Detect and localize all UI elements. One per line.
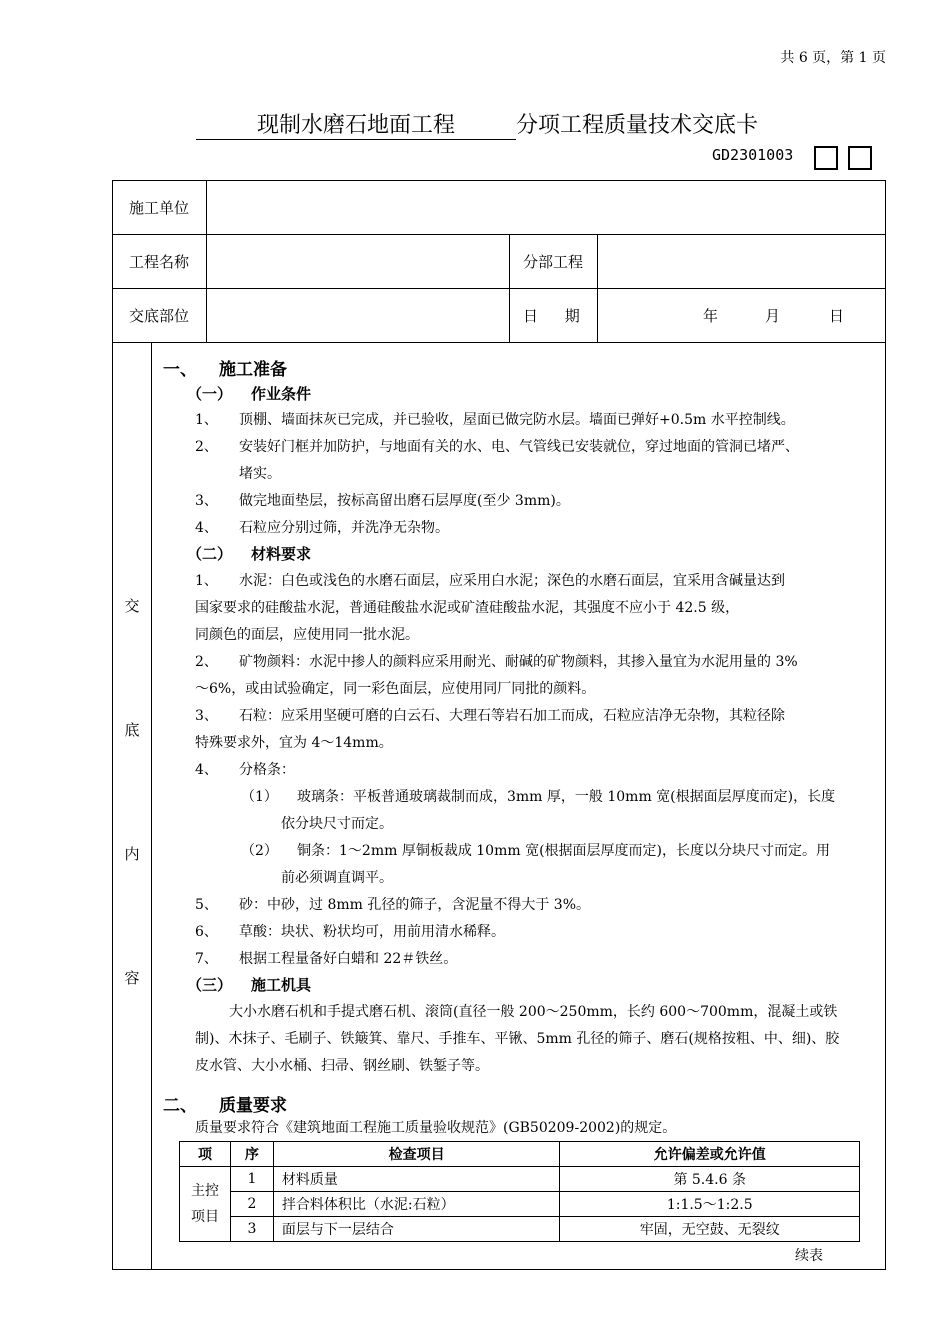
item-number: 2、 — [195, 439, 218, 455]
item-number: 3、 — [195, 708, 218, 724]
sub-project-field[interactable] — [603, 237, 881, 285]
paragraph-text: 大小水磨石机和手提式磨石机、滚筒(直径一般 200～250mm，长约 600～700mm，混凝土或铁 — [229, 1004, 838, 1020]
item-text: 顶棚、墙面抹灰已完成，并已验收，屋面已做完防水层。墙面已弹好+0.5m 水平控制线。 — [239, 412, 795, 428]
side-label-char: 交 — [124, 597, 140, 615]
item-number: 4、 — [195, 520, 218, 536]
col-header: 检查项目 — [273, 1142, 560, 1167]
item-number: 1、 — [195, 573, 218, 589]
allowed-value: 第 5.4.6 条 — [560, 1167, 860, 1192]
row-divider — [113, 342, 885, 343]
col-divider — [509, 234, 510, 342]
item-number: 6、 — [195, 924, 218, 940]
item-text: 做完地面垫层，按标高留出磨石层厚度(至少 3mm)。 — [239, 493, 570, 509]
item-text: 分格条： — [239, 762, 295, 778]
section-title: 质量要求 — [219, 1096, 287, 1116]
subitem-text: 依分块尺寸而定。 — [281, 816, 393, 832]
paragraph-text: 皮水管、大小水桶、扫帚、钢丝刷、铁錾子等。 — [195, 1058, 489, 1074]
side-label-char: 底 — [124, 721, 140, 739]
section-number: 二、 — [163, 1096, 197, 1116]
date-day[interactable]: 日 — [829, 307, 845, 325]
checkbox-1[interactable] — [814, 146, 838, 170]
item-number: 2、 — [195, 654, 218, 670]
item-number: 4、 — [195, 762, 218, 778]
date-label: 日 期 — [523, 307, 580, 325]
side-label-char: 内 — [124, 845, 140, 863]
section-number: 一、 — [163, 360, 197, 380]
check-item: 材料质量 — [273, 1167, 560, 1192]
row-number: 1 — [230, 1167, 273, 1192]
col-header: 序 — [230, 1142, 273, 1167]
subitem-text: 玻璃条：平板普通玻璃裁制而成，3mm 厚，一般 10mm 宽(根据面层厚度而定)，长度 — [297, 789, 836, 805]
side-divider — [151, 342, 152, 1269]
subitem-number: （1） — [241, 789, 278, 805]
row-divider — [113, 234, 885, 235]
title-suffix: 分项工程质量技术交底卡 — [516, 113, 759, 138]
table-header-row — [180, 1142, 860, 1167]
item-number: 5、 — [195, 897, 218, 913]
section-title: 施工准备 — [219, 360, 287, 380]
checkbox-2[interactable] — [848, 146, 872, 170]
subitem-number: （2） — [241, 843, 278, 859]
row-number: 3 — [230, 1217, 273, 1242]
subsection-title: 施工机具 — [251, 976, 312, 994]
item-text: 同颜色的面层，应使用同一批水泥。 — [195, 627, 419, 643]
check-item: 拌合料体积比（水泥:石粒） — [273, 1192, 560, 1217]
unit-field[interactable] — [213, 183, 881, 231]
item-text: 石粒应分别过筛，并洗净无杂物。 — [239, 520, 449, 536]
project-name-field[interactable] — [213, 237, 505, 285]
subitem-text: 铜条：1～2mm 厚铜板裁成 10mm 宽(根据面层厚度而定)，长度以分块尺寸而定。用 — [297, 843, 831, 859]
item-text: 堵实。 — [239, 466, 281, 482]
item-text: 根据工程量备好白蜡和 22＃铁丝。 — [239, 951, 458, 967]
title-project: 现制水磨石地面工程 — [196, 108, 516, 140]
subsection-number: （三） — [187, 976, 233, 994]
allowed-value: 1:1.5～1:2.5 — [560, 1192, 860, 1217]
item-text: 石粒：应采用坚硬可磨的白云石、大理石等岩石加工而成，石粒应洁净无杂物，其粒径除 — [239, 708, 785, 724]
item-text: 国家要求的硅酸盐水泥，普通硅酸盐水泥或矿渣硅酸盐水泥，其强度不应小于 42.5 级， — [195, 600, 740, 616]
row-divider — [113, 288, 885, 289]
sub-project-label: 分部工程 — [523, 253, 584, 271]
location-field[interactable] — [213, 291, 505, 339]
paragraph-text: 制)、木抹子、毛刷子、铁簸箕、靠尺、手推车、平锹、5mm 孔径的筛子、磨石(规格按粗、中、细)、胶 — [195, 1031, 840, 1047]
item-text: 草酸：块状、粉状均可，用前用清水稀释。 — [239, 924, 505, 940]
col-divider — [597, 234, 598, 342]
subsection-number: （二） — [187, 545, 233, 563]
date-year[interactable]: 年 — [703, 307, 719, 325]
check-item: 面层与下一层结合 — [273, 1217, 560, 1242]
allowed-value: 牢固，无空鼓、无裂纹 — [560, 1217, 860, 1242]
col-header: 允许偏差或允许值 — [560, 1142, 860, 1167]
item-text: ～6%，或由试验确定，同一彩色面层，应使用同厂同批的颜料。 — [195, 681, 596, 697]
item-text: 特殊要求外，宜为 4～14mm。 — [195, 735, 393, 751]
document-code: GD2301003 — [712, 146, 794, 164]
subitem-text: 前必须调直调平。 — [281, 870, 393, 886]
location-label: 交底部位 — [129, 307, 190, 325]
table-row — [180, 1167, 860, 1192]
continued-note: 续表 — [795, 1248, 823, 1264]
subsection-title: 作业条件 — [251, 385, 312, 403]
table-row — [180, 1192, 860, 1217]
table-row — [180, 1217, 860, 1242]
form-frame — [112, 180, 886, 1270]
side-label-char: 容 — [124, 969, 140, 987]
col-divider — [206, 181, 207, 342]
paragraph-text: 质量要求符合《建筑地面工程施工质量验收规范》(GB50209-2002)的规定。 — [195, 1120, 677, 1136]
row-number: 2 — [230, 1192, 273, 1217]
col-header: 项 — [180, 1142, 231, 1167]
project-name-label: 工程名称 — [129, 253, 190, 271]
subsection-title: 材料要求 — [251, 545, 312, 563]
group-label: 主控项目 — [180, 1167, 231, 1242]
date-month[interactable]: 月 — [765, 307, 781, 325]
item-number: 7、 — [195, 951, 218, 967]
quality-table — [179, 1141, 860, 1242]
item-number: 3、 — [195, 493, 218, 509]
item-text: 水泥：白色或浅色的水磨石面层，应采用白水泥；深色的水磨石面层，宜采用含碱量达到 — [239, 573, 785, 589]
item-text: 矿物颜料：水泥中掺人的颜料应采用耐光、耐碱的矿物颜料，其掺入量宜为水泥用量的 3% — [239, 654, 798, 670]
item-text: 安装好门框并加防护，与地面有关的水、电、气管线已安装就位，穿过地面的管洞已堵严、 — [239, 439, 799, 455]
item-text: 砂：中砂，过 8mm 孔径的筛子，含泥量不得大于 3%。 — [239, 897, 591, 913]
document-title — [196, 108, 758, 140]
subsection-number: （一） — [187, 385, 233, 403]
unit-label: 施工单位 — [129, 199, 190, 217]
page-count: 共 6 页，第 1 页 — [780, 50, 886, 66]
item-number: 1、 — [195, 412, 218, 428]
